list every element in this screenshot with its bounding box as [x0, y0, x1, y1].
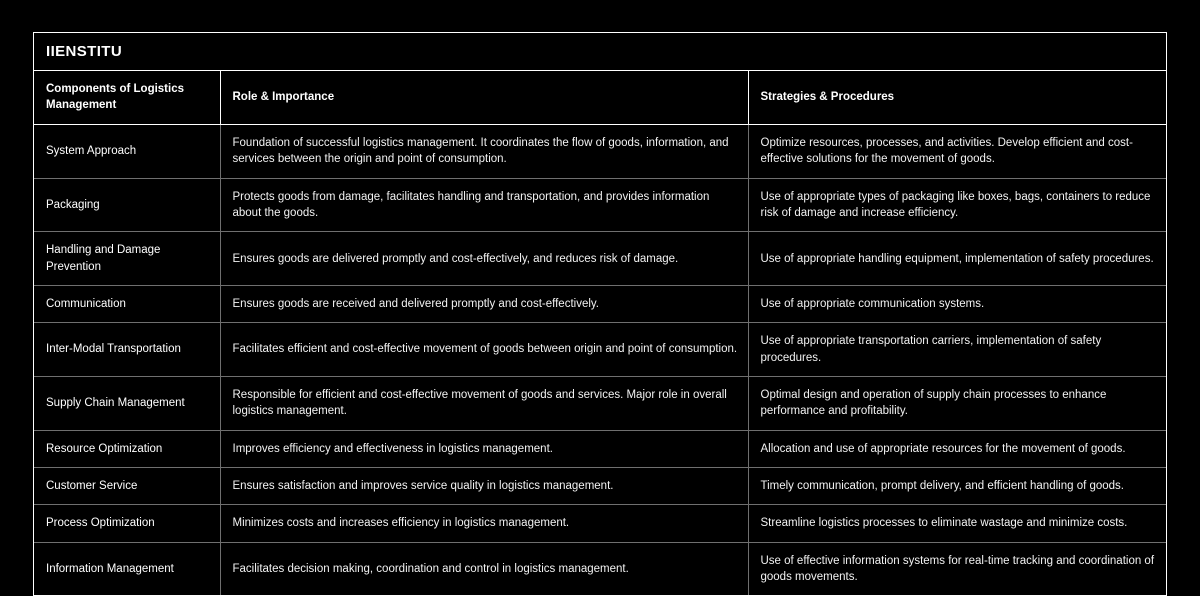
brand-header	[34, 33, 1166, 71]
cell-role: Minimizes costs and increases efficiency in logistics management.	[220, 505, 748, 542]
table-row	[34, 376, 1166, 430]
cell-role: Improves efficiency and effectiveness in logistics management.	[220, 430, 748, 467]
logistics-table-card	[33, 32, 1167, 596]
table-row	[34, 430, 1166, 467]
cell-strategy: Use of appropriate types of packaging like boxes, bags, containers to reduce risk of damage and increase efficiency.	[748, 178, 1166, 232]
cell-component: Packaging	[34, 178, 220, 232]
cell-role: Ensures goods are received and delivered promptly and cost-effectively.	[220, 286, 748, 323]
cell-component: Information Management	[34, 542, 220, 595]
cell-strategy: Allocation and use of appropriate resources for the movement of goods.	[748, 430, 1166, 467]
cell-strategy: Streamline logistics processes to eliminate wastage and minimize costs.	[748, 505, 1166, 542]
logistics-management-table	[34, 71, 1166, 595]
cell-role: Ensures goods are delivered promptly and cost-effectively, and reduces risk of damage.	[220, 232, 748, 286]
cell-strategy: Optimize resources, processes, and activities. Develop efficient and cost-effective solutions for the movement of goods.	[748, 125, 1166, 179]
cell-component: Handling and Damage Prevention	[34, 232, 220, 286]
table-body	[34, 125, 1166, 596]
table-row	[34, 125, 1166, 179]
brand-title: IIENSTITU	[46, 43, 123, 60]
cell-component: Supply Chain Management	[34, 376, 220, 430]
table-row	[34, 542, 1166, 595]
table-row	[34, 286, 1166, 323]
cell-strategy: Use of appropriate handling equipment, implementation of safety procedures.	[748, 232, 1166, 286]
cell-component: Inter-Modal Transportation	[34, 323, 220, 377]
column-header-components: Components of Logistics Management	[34, 71, 220, 125]
cell-role: Facilitates decision making, coordination and control in logistics management.	[220, 542, 748, 595]
table-row	[34, 232, 1166, 286]
cell-role: Facilitates efficient and cost-effective movement of goods between origin and point of consumption.	[220, 323, 748, 377]
table-row	[34, 178, 1166, 232]
cell-component: Resource Optimization	[34, 430, 220, 467]
cell-strategy: Use of appropriate transportation carriers, implementation of safety procedures.	[748, 323, 1166, 377]
column-header-strategies: Strategies & Procedures	[748, 71, 1166, 125]
cell-component: Communication	[34, 286, 220, 323]
cell-component: Customer Service	[34, 467, 220, 504]
cell-role: Protects goods from damage, facilitates handling and transportation, and provides information about the goods.	[220, 178, 748, 232]
cell-strategy: Use of appropriate communication systems.	[748, 286, 1166, 323]
cell-strategy: Use of effective information systems for real-time tracking and coordination of goods movements.	[748, 542, 1166, 595]
table-header	[34, 71, 1166, 125]
column-header-role: Role & Importance	[220, 71, 748, 125]
table-row	[34, 323, 1166, 377]
cell-role: Foundation of successful logistics management. It coordinates the flow of goods, information, and services between the origin and point of consumption.	[220, 125, 748, 179]
cell-strategy: Optimal design and operation of supply chain processes to enhance performance and profitability.	[748, 376, 1166, 430]
table-row	[34, 467, 1166, 504]
cell-role: Responsible for efficient and cost-effective movement of goods and services. Major role in overall logistics management.	[220, 376, 748, 430]
cell-component: Process Optimization	[34, 505, 220, 542]
table-row	[34, 505, 1166, 542]
cell-component: System Approach	[34, 125, 220, 179]
table-header-row	[34, 71, 1166, 125]
cell-role: Ensures satisfaction and improves service quality in logistics management.	[220, 467, 748, 504]
cell-strategy: Timely communication, prompt delivery, and efficient handling of goods.	[748, 467, 1166, 504]
